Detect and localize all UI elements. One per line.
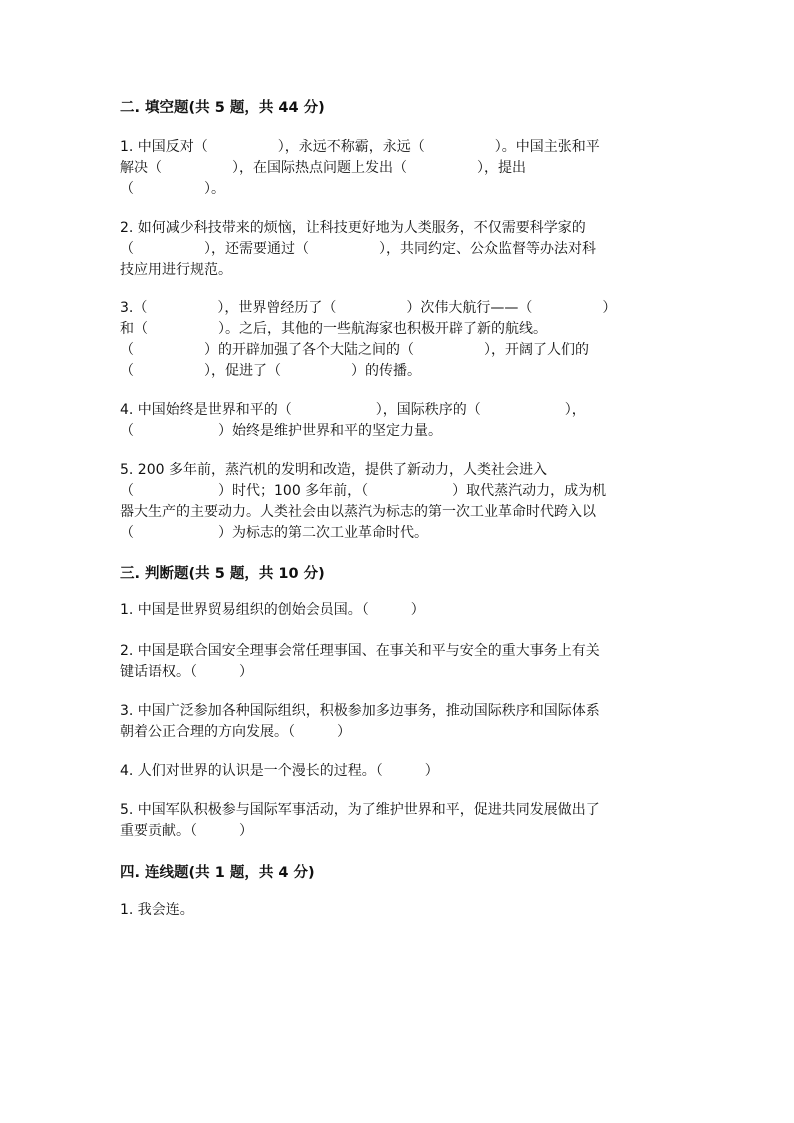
judge-question-5 <box>120 800 668 842</box>
question-line: 重要贡献。（ ） <box>120 823 253 839</box>
question-line: 3.（ ），世界曾经历了（ ）次伟大航行——（ ） <box>120 300 617 316</box>
fill-question-1 <box>120 137 668 200</box>
section-title-true-false: 三. 判断题(共 5 题，共 10 分) <box>120 566 325 582</box>
question-line: 1. 我会连。 <box>120 902 194 918</box>
section-title-matching: 四. 连线题(共 1 题，共 4 分) <box>120 865 315 881</box>
question-line: 4. 中国始终是世界和平的（ ），国际秩序的（ ）， <box>120 402 586 418</box>
question-line: 5. 中国军队积极参与国际军事活动，为了维护世界和平，促进共同发展做出了 <box>120 802 600 818</box>
question-line: 3. 中国广泛参加各种国际组织，积极参加多边事务，推动国际秩序和国际体系 <box>120 703 600 719</box>
question-line: 4. 人们对世界的认识是一个漫长的过程。（ ） <box>120 763 439 779</box>
match-question-1 <box>120 900 668 921</box>
question-line: 1. 中国是世界贸易组织的创始会员国。（ ） <box>120 602 425 618</box>
question-line: 5. 200 多年前，蒸汽机的发明和改造，提供了新动力，人类社会进入 <box>120 462 547 478</box>
question-line: 和（ ）。之后，其他的一些航海家也积极开辟了新的航线。 <box>120 321 547 337</box>
judge-question-2 <box>120 641 668 683</box>
judge-question-1 <box>120 600 668 621</box>
question-line: （ ），促进了（ ）的传播。 <box>120 363 421 379</box>
fill-question-4 <box>120 400 668 442</box>
question-line: （ ）始终是维护世界和平的坚定力量。 <box>120 423 442 439</box>
question-line: （ ），还需要通过（ ），共同约定、公众监督等办法对科 <box>120 241 596 257</box>
judge-question-4 <box>120 761 668 782</box>
section-title-fill-in: 二. 填空题(共 5 题，共 44 分) <box>120 100 325 116</box>
fill-question-2 <box>120 218 668 281</box>
fill-question-5 <box>120 460 668 544</box>
question-line: 解决（ ），在国际热点问题上发出（ ），提出 <box>120 160 526 176</box>
question-line: （ ）。 <box>120 181 225 197</box>
question-line: （ ）为标志的第二次工业革命时代。 <box>120 525 428 541</box>
question-line: （ ）时代；100 多年前，（ ）取代蒸汽动力，成为机 <box>120 483 607 499</box>
question-line: 键话语权。（ ） <box>120 664 253 680</box>
question-line: 1. 中国反对（ ），永远不称霸，永远（ ）。中国主张和平 <box>120 139 600 155</box>
fill-question-3 <box>120 298 668 382</box>
question-line: 朝着公正合理的方向发展。（ ） <box>120 724 351 740</box>
question-line: 器大生产的主要动力。人类社会由以蒸汽为标志的第一次工业革命时代跨入以 <box>120 504 596 520</box>
judge-question-3 <box>120 701 668 743</box>
question-line: 2. 中国是联合国安全理事会常任理事国、在事关和平与安全的重大事务上有关 <box>120 643 600 659</box>
question-line: （ ）的开辟加强了各个大陆之间的（ ），开阔了人们的 <box>120 342 589 358</box>
question-line: 技应用进行规范。 <box>120 262 232 278</box>
question-line: 2. 如何减少科技带来的烦恼，让科技更好地为人类服务，不仅需要科学家的 <box>120 220 586 236</box>
